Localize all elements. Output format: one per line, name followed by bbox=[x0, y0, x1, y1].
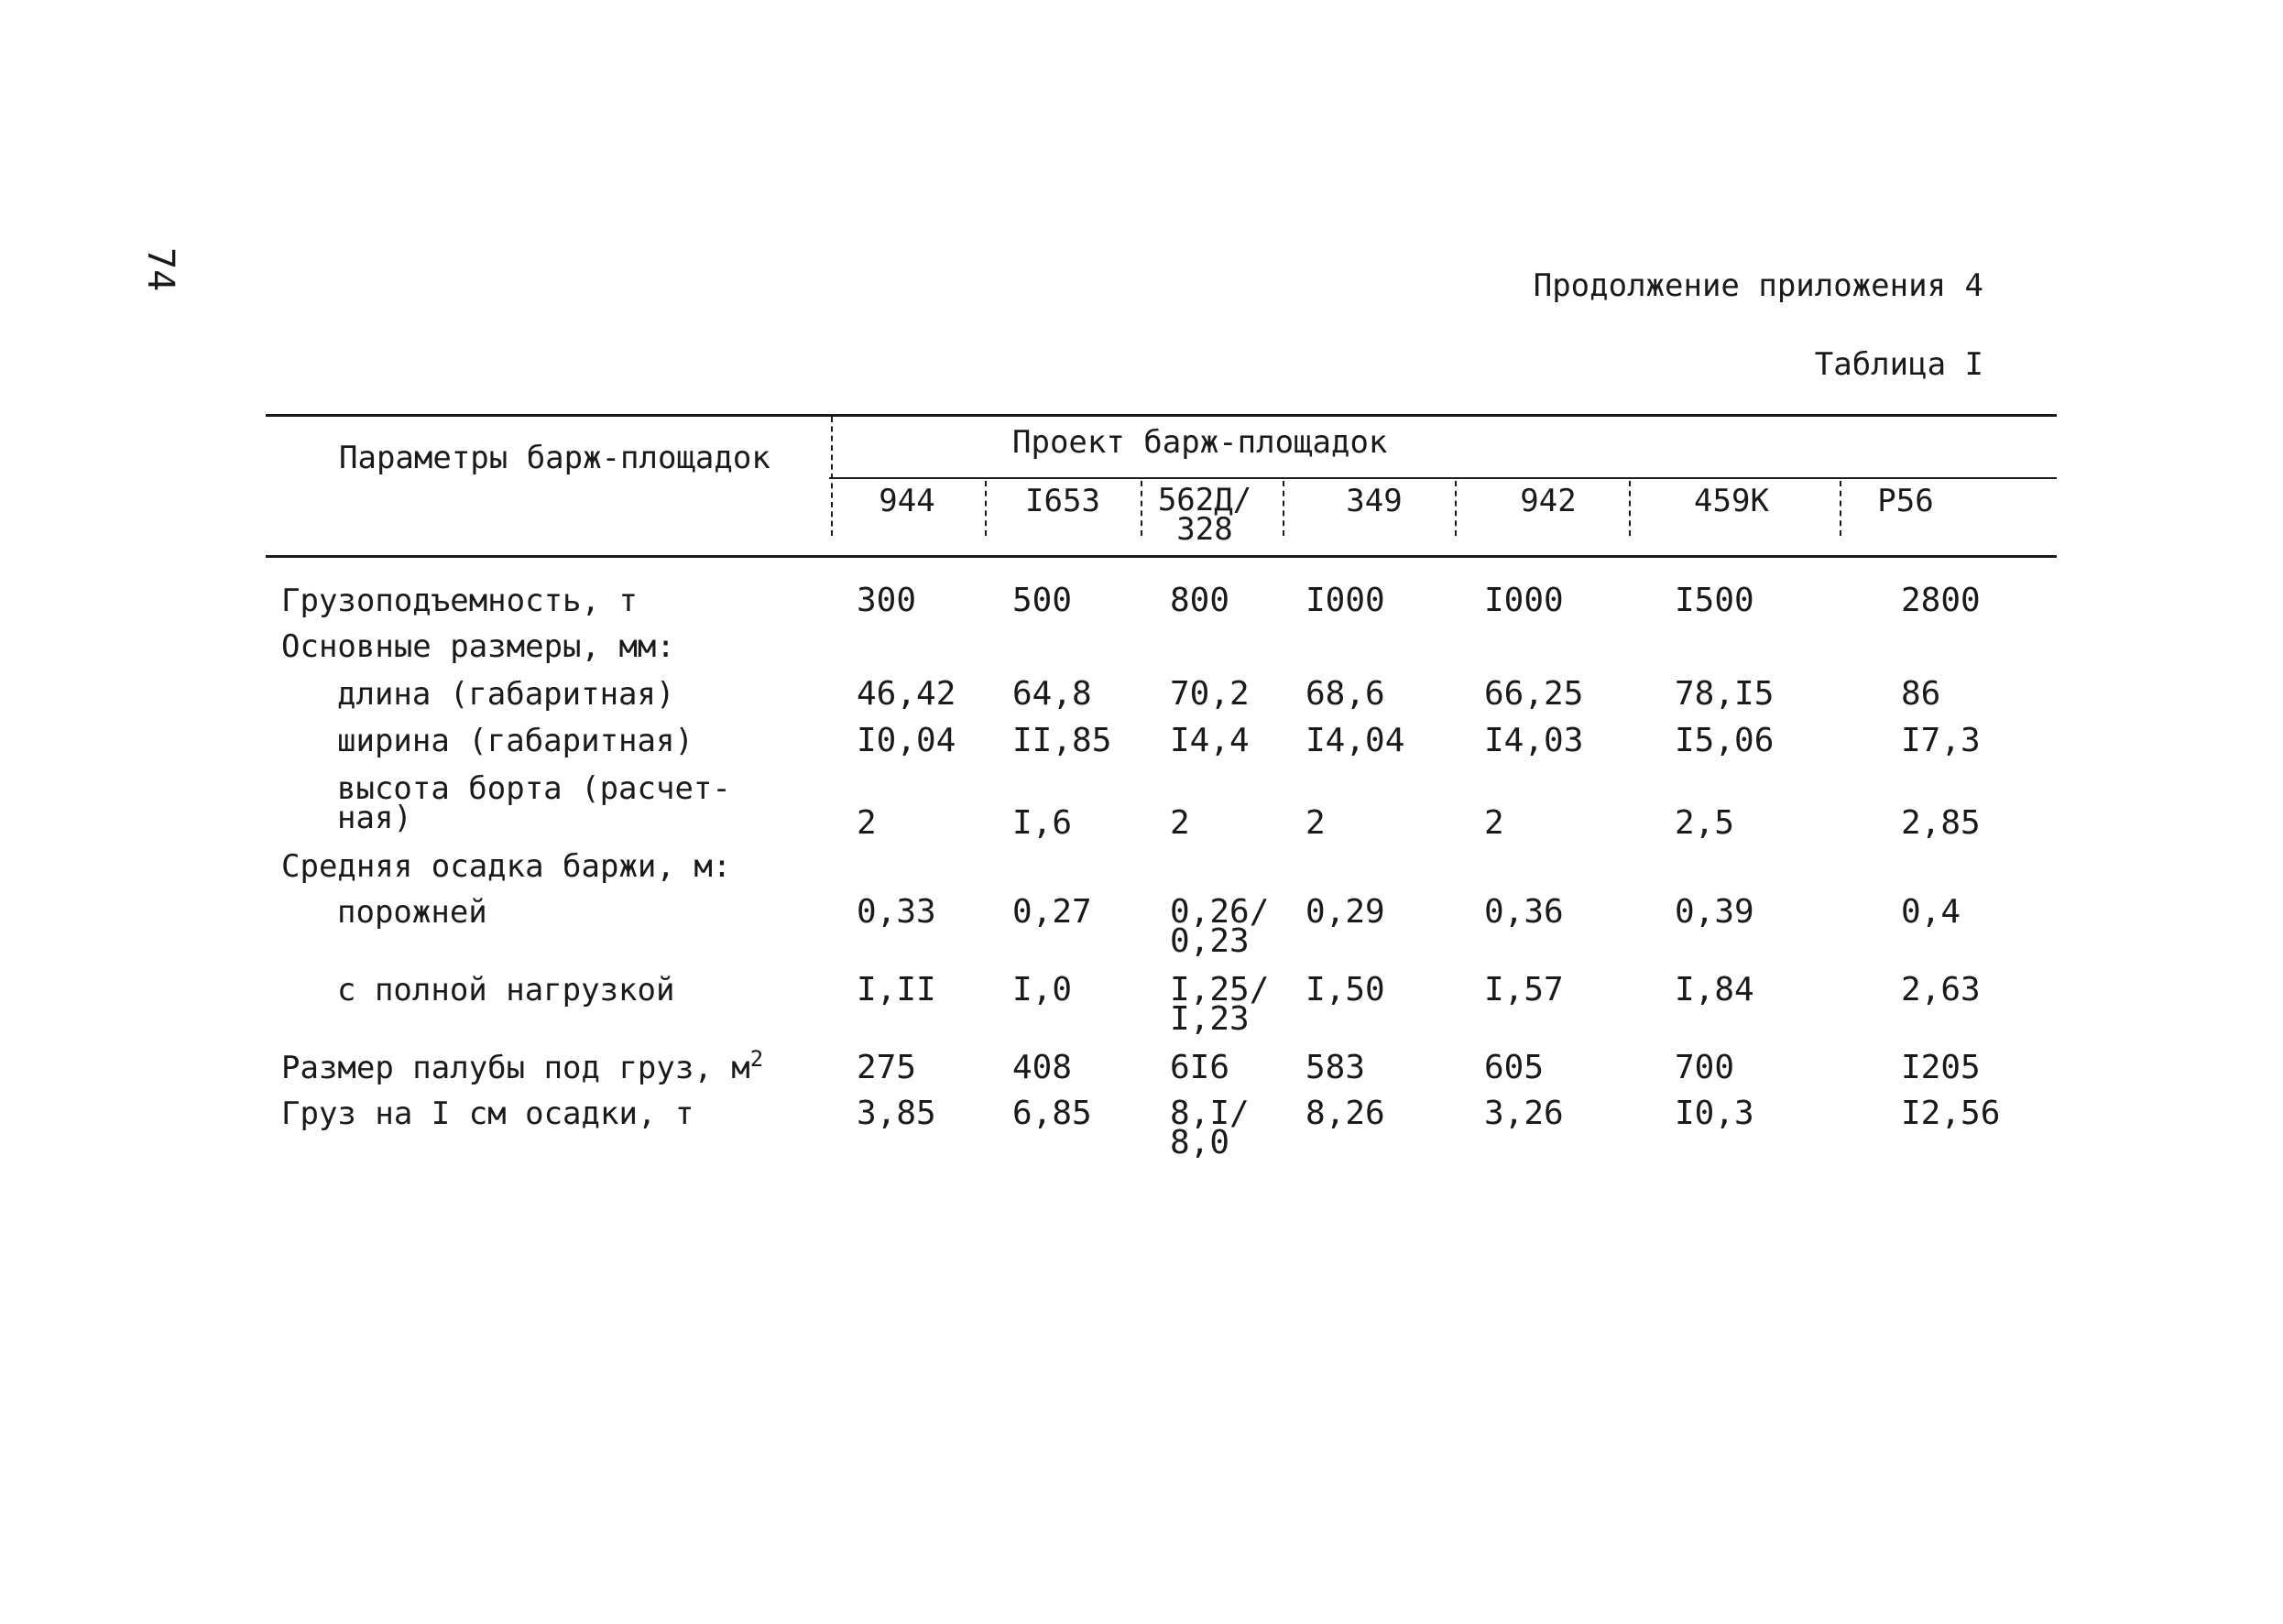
table-cell: 8,26 bbox=[1305, 1095, 1385, 1132]
table-cell: I,25/ I,23 bbox=[1170, 971, 1270, 1038]
table-cell: 2 bbox=[1170, 804, 1190, 842]
table-cell: 2,85 bbox=[1901, 804, 1981, 842]
table-cell: 64,8 bbox=[1012, 675, 1092, 713]
table-cell: 70,2 bbox=[1170, 675, 1250, 713]
vertical-separator bbox=[1629, 481, 1631, 536]
table-cell: I,6 bbox=[1012, 804, 1073, 842]
table-cell: 275 bbox=[857, 1049, 917, 1086]
page-number: 74 bbox=[139, 247, 181, 292]
table-cell: I4,03 bbox=[1484, 722, 1584, 759]
vertical-separator bbox=[985, 481, 987, 536]
table-cell: 0,33 bbox=[857, 893, 936, 931]
project-header-cell: Р56 bbox=[1877, 483, 1934, 519]
table-cell: I2,56 bbox=[1901, 1095, 2001, 1132]
project-header-cell: I653 bbox=[1025, 483, 1100, 519]
table-cell: I0,04 bbox=[857, 722, 956, 759]
table-cell: 6,85 bbox=[1012, 1095, 1092, 1132]
vertical-separator bbox=[1283, 481, 1284, 536]
table-cell: 0,29 bbox=[1305, 893, 1385, 931]
table-cell: I205 bbox=[1901, 1049, 1981, 1086]
table-title: Таблица I bbox=[1814, 346, 1983, 383]
table-cell: I0,3 bbox=[1675, 1095, 1754, 1132]
table-cell: I,84 bbox=[1675, 971, 1754, 1008]
table-cell: 2 bbox=[1484, 804, 1504, 842]
table-cell: 66,25 bbox=[1484, 675, 1584, 713]
table-cell: 700 bbox=[1675, 1049, 1735, 1086]
table-cell: 0,36 bbox=[1484, 893, 1564, 931]
table-cell: 2,5 bbox=[1675, 804, 1735, 842]
table-cell: I4,04 bbox=[1305, 722, 1405, 759]
table-cell: 3,85 bbox=[857, 1095, 936, 1132]
project-header-cell: 349 bbox=[1346, 483, 1403, 519]
table-cell: I000 bbox=[1305, 582, 1385, 619]
table-cell: 2 bbox=[857, 804, 877, 842]
superscript: 2 bbox=[749, 1046, 764, 1072]
row-label: Размер палубы под груз, $м^2$ bbox=[281, 1046, 764, 1086]
row-label: ширина (габаритная) bbox=[337, 723, 694, 759]
row-label: Основные размеры, мм: bbox=[281, 628, 675, 665]
table-cell: I,II bbox=[857, 971, 936, 1008]
table-cell: 0,39 bbox=[1675, 893, 1754, 931]
table-rule-top bbox=[266, 414, 2057, 417]
row-label: длина (габаритная) bbox=[337, 676, 675, 713]
project-header-cell: 562Д/ 328 bbox=[1157, 482, 1252, 548]
row-label: порожней bbox=[337, 894, 487, 931]
table-cell: 3,26 bbox=[1484, 1095, 1564, 1132]
table-rule-header bbox=[829, 477, 2057, 479]
project-header-cell: 942 bbox=[1520, 483, 1577, 519]
table-cell: 46,42 bbox=[857, 675, 956, 713]
table-cell: I5,06 bbox=[1675, 722, 1775, 759]
header-project-label: Проект барж-площадок bbox=[1012, 424, 1388, 461]
vertical-separator bbox=[831, 417, 833, 536]
table-cell: 583 bbox=[1305, 1049, 1366, 1086]
table-cell: 408 bbox=[1012, 1049, 1073, 1086]
table-cell: 2800 bbox=[1901, 582, 1981, 619]
table-cell: 6I6 bbox=[1170, 1049, 1230, 1086]
table-cell: I500 bbox=[1675, 582, 1754, 619]
table-cell: 500 bbox=[1012, 582, 1073, 619]
table-cell: 300 bbox=[857, 582, 917, 619]
row-label: Груз на I см осадки, т bbox=[281, 1095, 694, 1132]
table-cell: I000 bbox=[1484, 582, 1564, 619]
table-cell: 0,27 bbox=[1012, 893, 1092, 931]
table-cell: 68,6 bbox=[1305, 675, 1385, 713]
table-cell: I,0 bbox=[1012, 971, 1073, 1008]
table-cell: II,85 bbox=[1012, 722, 1112, 759]
row-label: Средняя осадка баржи, м: bbox=[281, 848, 732, 885]
table-cell: 8,I/ 8,0 bbox=[1170, 1095, 1250, 1161]
project-header-cell: 459К bbox=[1694, 483, 1769, 519]
table-cell: 0,26/ 0,23 bbox=[1170, 893, 1270, 960]
continuation-title: Продолжение приложения 4 bbox=[1533, 267, 1983, 304]
table-cell: I,57 bbox=[1484, 971, 1564, 1008]
table-cell: 605 bbox=[1484, 1049, 1545, 1086]
table-cell: 0,4 bbox=[1901, 893, 1961, 931]
table-rule-bottom bbox=[266, 555, 2057, 558]
table-cell: 800 bbox=[1170, 582, 1230, 619]
table-cell: I,50 bbox=[1305, 971, 1385, 1008]
table-cell: 2,63 bbox=[1901, 971, 1981, 1008]
table-cell: I4,4 bbox=[1170, 722, 1250, 759]
vertical-separator bbox=[1455, 481, 1457, 536]
header-params-label: Параметры барж-площадок bbox=[339, 440, 770, 476]
project-header-cell: 944 bbox=[879, 483, 935, 519]
row-label: с полной нагрузкой bbox=[337, 972, 675, 1008]
row-label: высота борта (расчет- ная) bbox=[337, 770, 731, 836]
row-label: Грузоподъемность, т bbox=[281, 583, 638, 619]
table-cell: I7,3 bbox=[1901, 722, 1981, 759]
table-cell: 86 bbox=[1901, 675, 1941, 713]
table-cell: 78,I5 bbox=[1675, 675, 1775, 713]
table-cell: 2 bbox=[1305, 804, 1326, 842]
